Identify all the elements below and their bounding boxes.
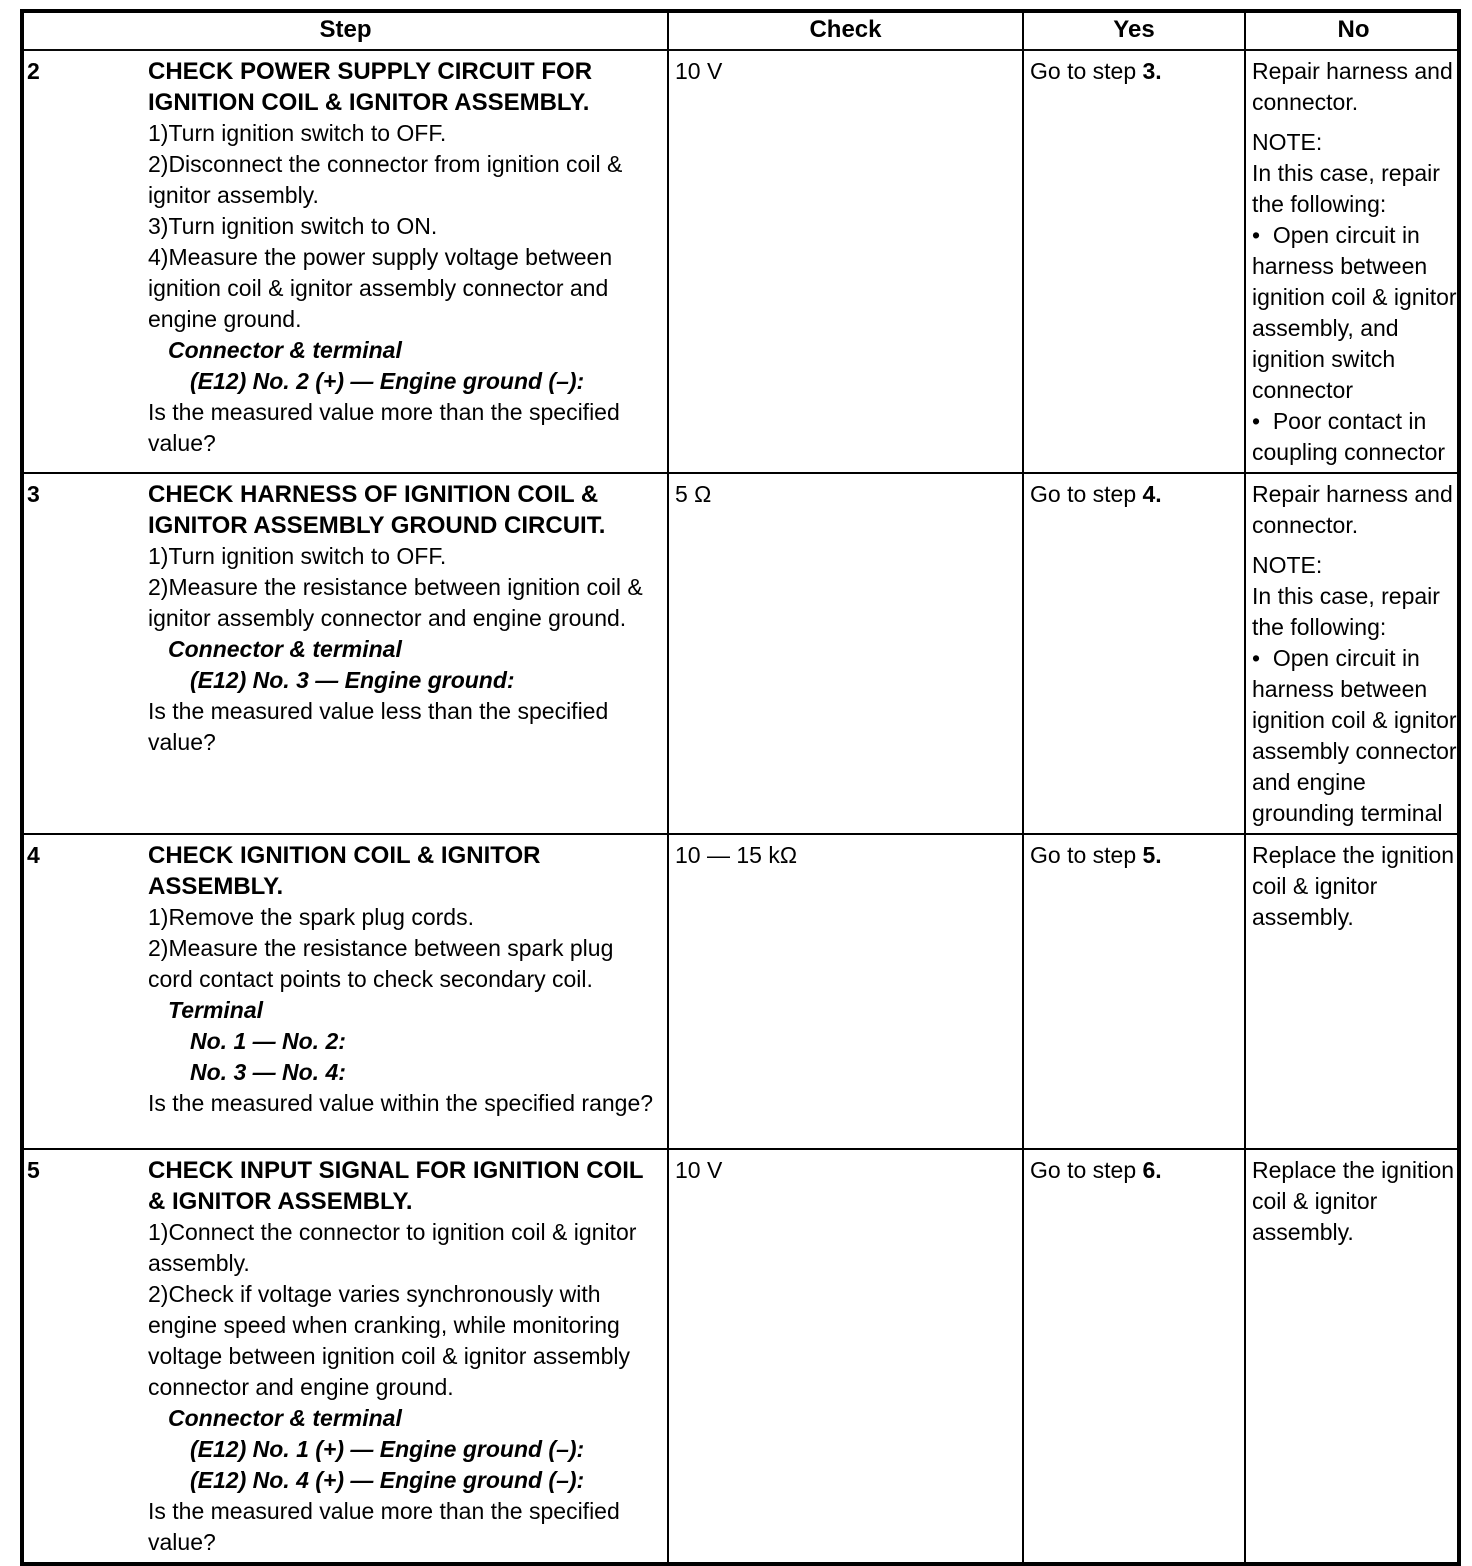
no-line: Replace the ignition coil & ignitor assembly. bbox=[1252, 842, 1461, 930]
step-line: CHECK IGNITION COIL & IGNITOR ASSEMBLY. bbox=[148, 842, 547, 900]
no-cell bbox=[1244, 835, 1461, 1148]
table-row bbox=[24, 51, 1463, 472]
no-cell bbox=[1244, 1150, 1461, 1562]
diagnostic-table bbox=[20, 9, 1461, 1566]
table-row bbox=[24, 1148, 1461, 1562]
check-value: 10 — 15 kΩ bbox=[675, 842, 798, 868]
check-cell bbox=[667, 51, 1022, 472]
step-line: (E12) No. 3 — Engine ground: bbox=[190, 667, 515, 693]
no-line: Replace the ignition coil & ignitor assembly. bbox=[1252, 1157, 1461, 1245]
yes-action bbox=[1030, 1155, 1238, 1186]
yes-cell bbox=[1022, 474, 1244, 833]
no-cell bbox=[1244, 51, 1461, 472]
step-line: Connector & terminal bbox=[168, 1405, 402, 1431]
step-line: 2)Check if voltage varies synchronously with engine speed when cranking, while monitoring voltage between ignition coil & ignitor assembly connector and engine ground. bbox=[148, 1281, 637, 1400]
step-line: CHECK HARNESS OF IGNITION COIL & IGNITOR ASSEMBLY GROUND CIRCUIT. bbox=[148, 481, 606, 539]
no-line: Repair harness and connector. bbox=[1252, 481, 1460, 538]
header-no: No bbox=[1244, 13, 1461, 49]
yes-label: Go to step bbox=[1030, 842, 1143, 868]
no-cell bbox=[1244, 474, 1461, 833]
step-line: (E12) No. 2 (+) — Engine ground (–): bbox=[190, 368, 585, 394]
check-value: 10 V bbox=[675, 1157, 723, 1183]
step-line: Terminal bbox=[168, 997, 264, 1023]
table-row bbox=[24, 833, 1461, 1148]
yes-cell bbox=[1022, 1150, 1244, 1562]
yes-cell bbox=[1022, 51, 1244, 472]
step-number: 5 bbox=[27, 1157, 40, 1183]
step-line: CHECK POWER SUPPLY CIRCUIT FOR IGNITION COIL & IGNITOR ASSEMBLY. bbox=[148, 58, 599, 116]
yes-step-number: 3. bbox=[1142, 58, 1162, 84]
step-line: 1)Remove the spark plug cords. bbox=[148, 904, 474, 930]
no-line: NOTE: bbox=[1252, 129, 1323, 155]
no-line: In this case, repair the following: bbox=[1252, 583, 1447, 640]
no-line: • Open circuit in harness between ignition coil & ignitor assembly, and ignition switch connector bbox=[1252, 222, 1463, 403]
check-cell bbox=[667, 835, 1022, 1148]
step-cell bbox=[142, 835, 667, 1148]
step-line: (E12) No. 1 (+) — Engine ground (–): bbox=[190, 1436, 585, 1462]
step-line: 1)Turn ignition switch to OFF. bbox=[148, 543, 447, 569]
header-step: Step bbox=[319, 16, 372, 43]
step-line: CHECK INPUT SIGNAL FOR IGNITION COIL & IGNITOR ASSEMBLY. bbox=[148, 1157, 650, 1215]
step-line: 3)Turn ignition switch to ON. bbox=[148, 213, 438, 239]
check-value: 5 Ω bbox=[675, 481, 712, 507]
step-line: Connector & terminal bbox=[168, 337, 402, 363]
yes-label: Go to step bbox=[1030, 58, 1143, 84]
step-number: 4 bbox=[27, 842, 40, 868]
step-line: Is the measured value less than the specified value? bbox=[148, 698, 615, 755]
no-line: • Open circuit in harness between ignition coil & ignitor assembly connector and engine grounding terminal bbox=[1252, 645, 1463, 826]
step-line: 1)Turn ignition switch to OFF. bbox=[148, 120, 447, 146]
step-line: No. 3 — No. 4: bbox=[190, 1059, 346, 1085]
step-line: 2)Measure the resistance between spark plug cord contact points to check secondary coil. bbox=[148, 935, 620, 992]
no-line: In this case, repair the following: bbox=[1252, 160, 1447, 217]
step-number: 3 bbox=[27, 481, 40, 507]
yes-label: Go to step bbox=[1030, 481, 1143, 507]
check-cell bbox=[667, 1150, 1022, 1562]
step-cell bbox=[142, 474, 667, 833]
no-line: Repair harness and connector. bbox=[1252, 58, 1460, 115]
check-value: 10 V bbox=[675, 58, 723, 84]
no-line: • Poor contact in coupling connector bbox=[1252, 408, 1446, 465]
table-body bbox=[24, 51, 1463, 1562]
step-line: 2)Disconnect the connector from ignition coil & ignitor assembly. bbox=[148, 151, 629, 208]
yes-action bbox=[1030, 840, 1238, 871]
step-cell bbox=[142, 51, 667, 472]
check-cell bbox=[667, 474, 1022, 833]
yes-step-number: 4. bbox=[1142, 481, 1162, 507]
step-line: Connector & terminal bbox=[168, 636, 402, 662]
step-line: No. 1 — No. 2: bbox=[190, 1028, 346, 1054]
no-line: NOTE: bbox=[1252, 552, 1323, 578]
yes-step-number: 5. bbox=[1142, 842, 1162, 868]
step-line: 2)Measure the resistance between ignition coil & ignitor assembly connector and engine ground. bbox=[148, 574, 650, 631]
step-line: (E12) No. 4 (+) — Engine ground (–): bbox=[190, 1467, 585, 1493]
header-yes: Yes bbox=[1022, 13, 1244, 49]
step-number: 2 bbox=[27, 58, 40, 84]
step-line: 1)Connect the connector to ignition coil & ignitor assembly. bbox=[148, 1219, 643, 1276]
step-cell bbox=[142, 1150, 667, 1562]
step-line: 4)Measure the power supply voltage between ignition coil & ignitor assembly connector and engine ground. bbox=[148, 244, 619, 332]
yes-action bbox=[1030, 56, 1238, 87]
step-line: Is the measured value more than the specified value? bbox=[148, 1498, 627, 1555]
yes-step-number: 6. bbox=[1142, 1157, 1162, 1183]
yes-cell bbox=[1022, 835, 1244, 1148]
yes-action bbox=[1030, 479, 1238, 510]
table-header-row bbox=[24, 13, 1457, 51]
table-row bbox=[24, 472, 1463, 833]
yes-label: Go to step bbox=[1030, 1157, 1143, 1183]
header-check: Check bbox=[667, 13, 1022, 49]
step-line: Is the measured value more than the specified value? bbox=[148, 399, 627, 456]
step-line: Is the measured value within the specified range? bbox=[148, 1090, 654, 1116]
